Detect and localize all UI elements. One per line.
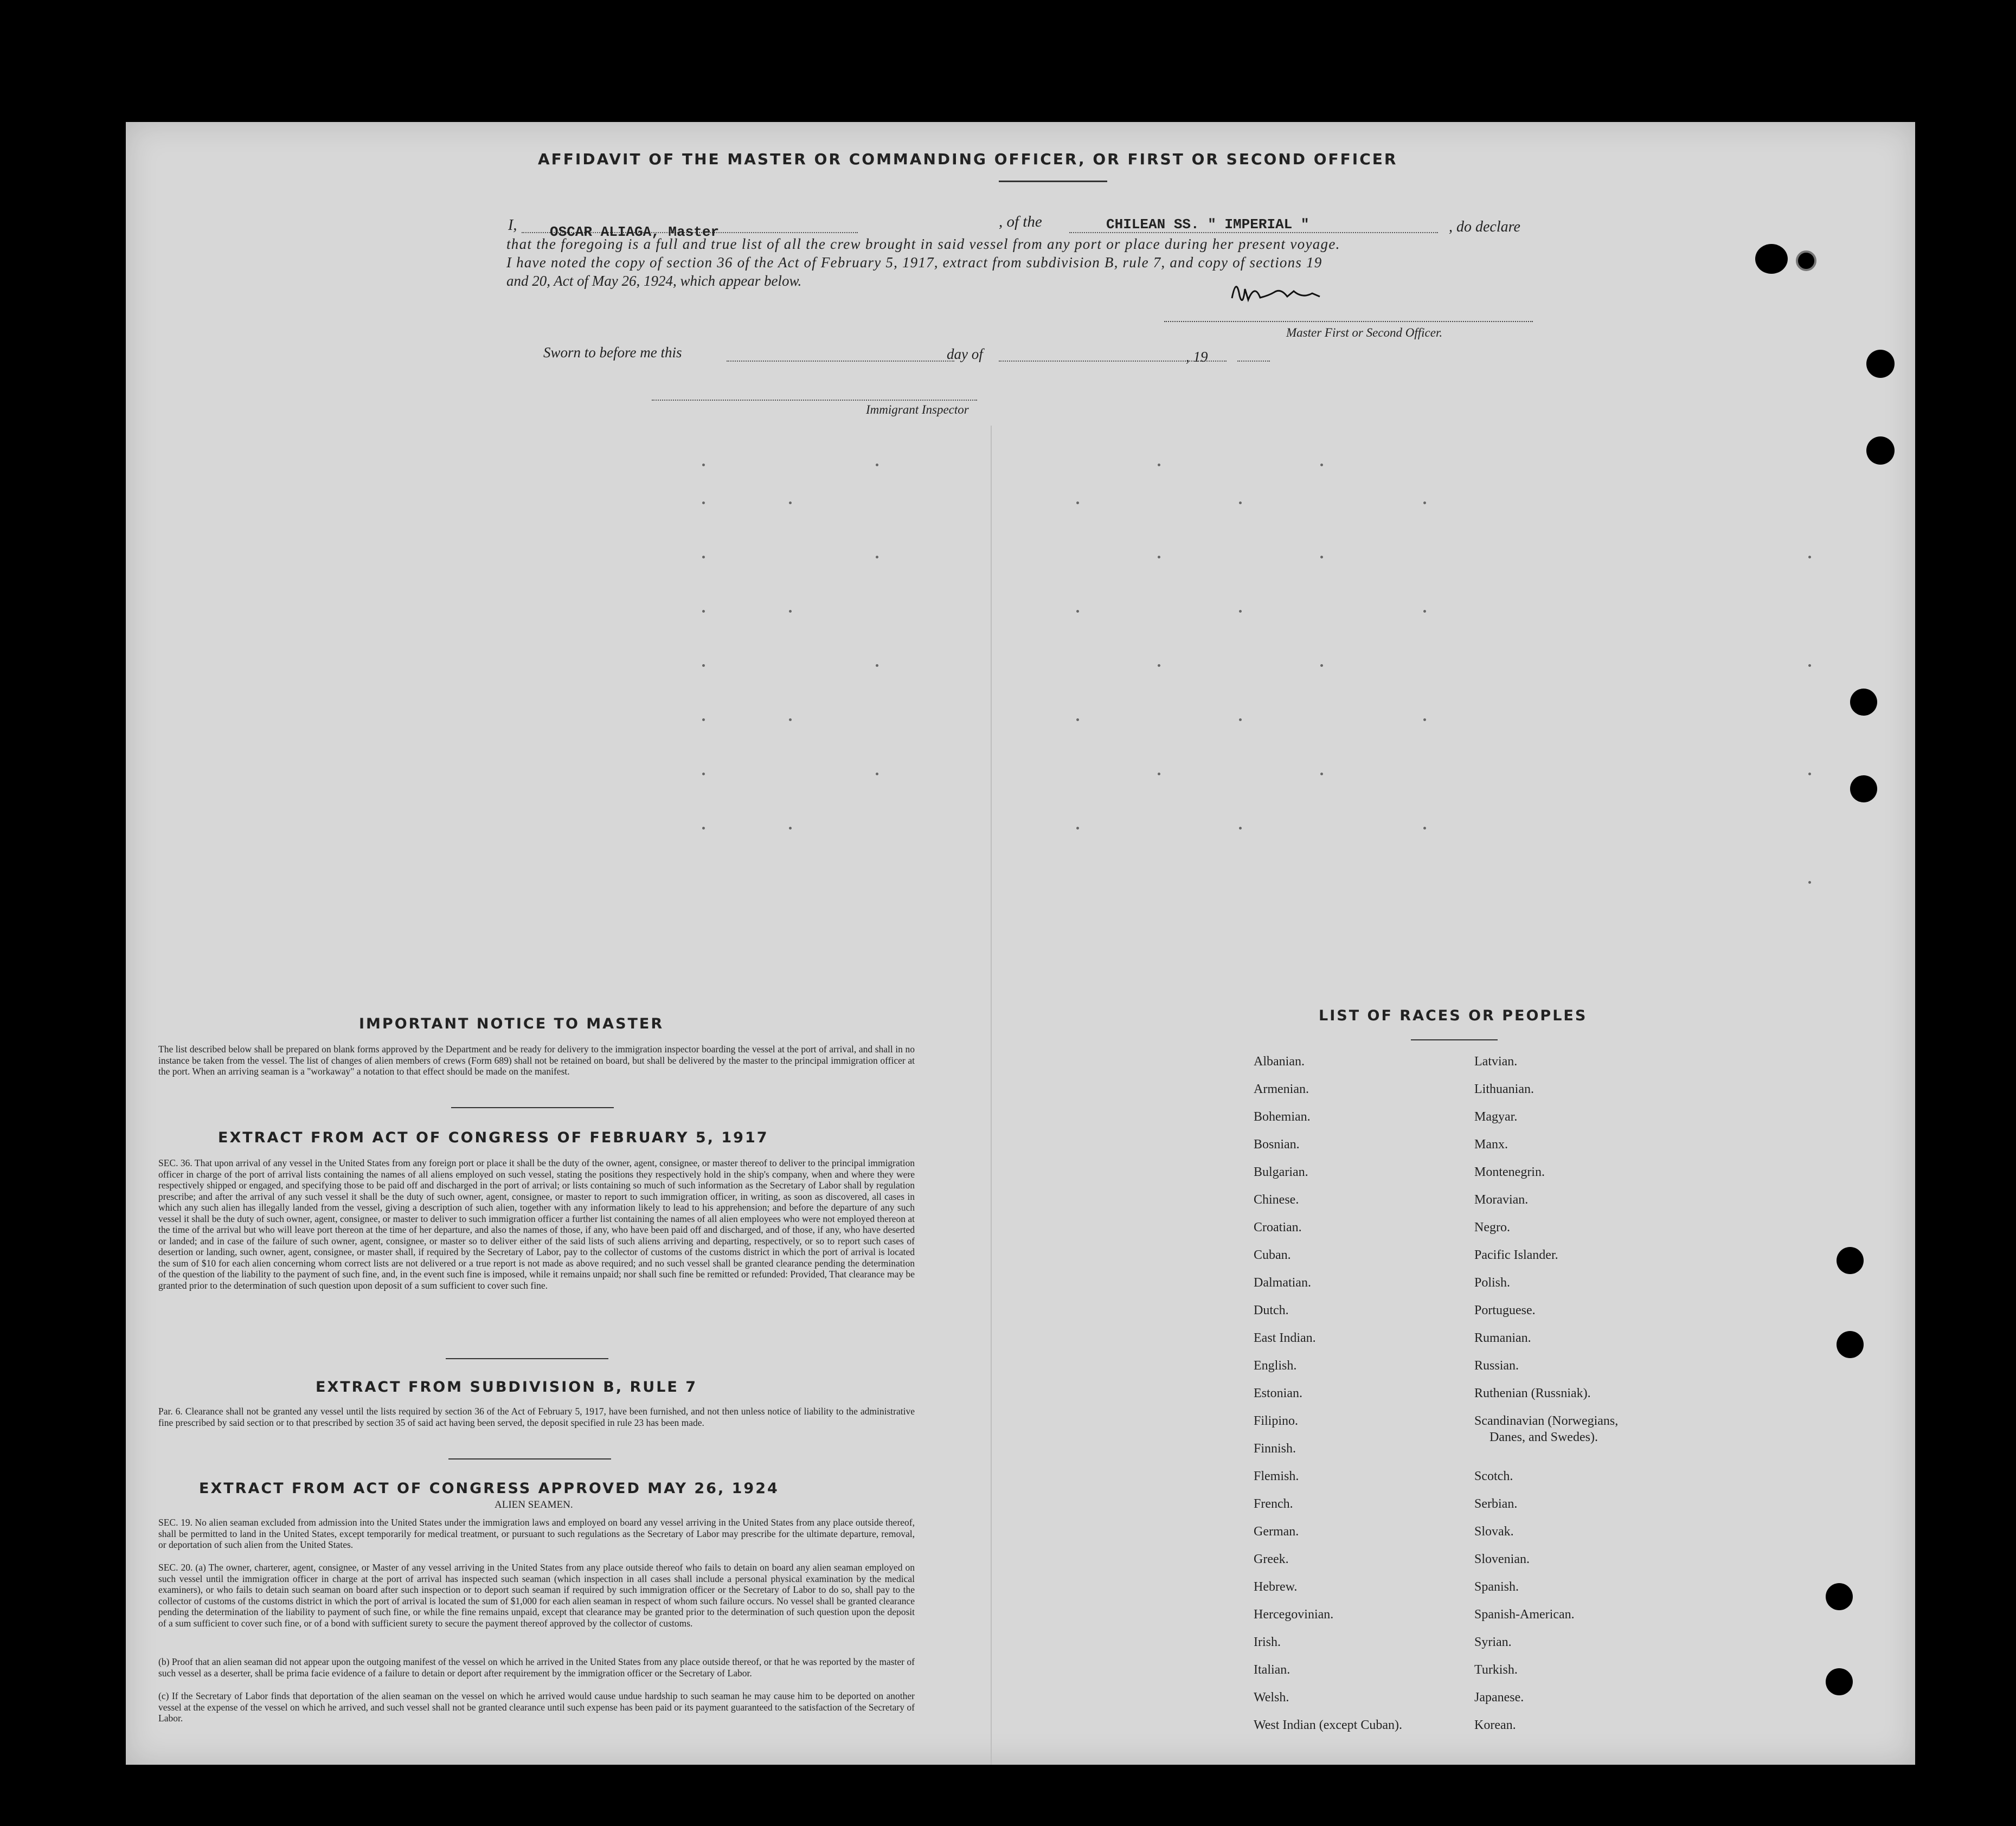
rule7-text: Par. 6. Clearance shall not be granted any vessel until the lists required by section 36 of the Act of February 5, 1917, have been furnished, and not then unless notice of liability to the administrative fine prescribed by said section or to that prescribed by section 35 of said act having been served, the deposit specified in rule 23 has been made. <box>158 1406 915 1428</box>
race-item: Cuban. <box>1254 1248 1291 1262</box>
inspector-line <box>652 400 977 401</box>
race-item: German. <box>1254 1525 1299 1539</box>
races-left-column <box>1254 1053 1402 1745</box>
race-item: Albanian. <box>1254 1055 1305 1069</box>
punch-hole <box>1837 1331 1864 1358</box>
race-item: Pacific Islander. <box>1474 1248 1558 1262</box>
race-item: Scandinavian (Norwegians, <box>1474 1414 1619 1428</box>
extract-1924-sec20b: (b) Proof that an alien seaman did not appear upon the outgoing manifest of the vessel on which he arrived in the United States from any place outside thereof, or that he was reported by the master of such vessel as a deserter, shall be prima facie evidence of a failure to detain or deport after requirement by the immigration officer or the Secretary of Labor. <box>158 1656 915 1679</box>
race-item: Bulgarian. <box>1254 1165 1308 1179</box>
race-item: Estonian. <box>1254 1386 1302 1400</box>
race-item: Armenian. <box>1254 1082 1309 1096</box>
races-right-column <box>1474 1053 1618 1745</box>
race-item: Italian. <box>1254 1663 1291 1677</box>
extract-1924-sec19: SEC. 19. No alien seaman excluded from admission into the United States under the immigration laws and employed on board any vessel arriving in the United States from any place outside thereof, shall be permitted to land in the United States, except temporarily for medical treatment, or pursuant to such regulations as the Secretary of Labor may prescribe for the ultimate departure, removal, or deportation of such alien from the United States. <box>158 1517 915 1550</box>
declaration-line-2: that the foregoing is a full and true list of all the crew brought in said vessel from any port or place during her present voyage. <box>506 236 1340 252</box>
sworn-year-line <box>1237 361 1270 362</box>
race-item: Spanish. <box>1474 1580 1519 1594</box>
punch-hole <box>1866 436 1895 465</box>
race-item: Turkish. <box>1474 1663 1518 1677</box>
race-item: Moravian. <box>1474 1193 1529 1207</box>
race-item: Japanese. <box>1474 1690 1524 1705</box>
of-the-label: , of the <box>999 213 1042 230</box>
race-item: Ruthenian (Russniak). <box>1474 1386 1591 1400</box>
punch-hole <box>1826 1668 1853 1695</box>
page-fold <box>991 426 992 1765</box>
declaration-line-4: and 20, Act of May 26, 1924, which appear below. <box>506 273 802 289</box>
notice-text: The list described below shall be prepared on blank forms approved by the Department and be ready for delivery to the immigration inspector boarding the vessel at the port of arrival, and shall in no instance be taken from the vessel. The list of changes of alien members of crews (Form 689) shall not be retained on board, but shall be delivered by the master to the principal immigration officer at the port. When an arriving seaman is a "workaway" a notation to that effect should be made on the manifest. <box>158 1044 915 1077</box>
day-of-label: day of <box>947 346 983 362</box>
signature-mark <box>1227 274 1357 312</box>
race-item: Bohemian. <box>1254 1110 1311 1124</box>
race-item: Polish. <box>1474 1276 1511 1290</box>
extract-1924-title: EXTRACT FROM ACT OF CONGRESS APPROVED MAY 26, 1924 <box>199 1480 779 1497</box>
punch-hole <box>1796 250 1816 271</box>
year-label: , 19 <box>1186 349 1208 365</box>
race-item: Scotch. <box>1474 1469 1513 1483</box>
race-item: Latvian. <box>1474 1055 1518 1069</box>
race-item: Slovak. <box>1474 1525 1514 1539</box>
punch-hole <box>1866 350 1895 378</box>
race-item: Croatian. <box>1254 1220 1302 1235</box>
do-declare-label: , do declare <box>1449 218 1520 235</box>
rule7-divider <box>448 1458 611 1459</box>
race-item: Greek. <box>1254 1552 1289 1566</box>
race-item: Welsh. <box>1254 1690 1289 1705</box>
affidavit-title: AFFIDAVIT OF THE MASTER OR COMMANDING OFFICER, OR FIRST OR SECOND OFFICER <box>538 150 1398 168</box>
race-item: Negro. <box>1474 1220 1510 1235</box>
inspector-caption: Immigrant Inspector <box>866 403 969 416</box>
extract-1924-sec20c: (c) If the Secretary of Labor finds that deportation of the alien seaman on the vessel on which he arrived would cause undue hardship to such seaman he may cause him to be deported on another vessel at the expense of the vessel on which he arrived, and such vessel shall not be granted clearance until such expense has been paid or its payment guaranteed to the satisfaction of the Secretary of Labor. <box>158 1690 915 1724</box>
race-item: Chinese. <box>1254 1193 1299 1207</box>
race-item: Magyar. <box>1474 1110 1518 1124</box>
race-item: Russian. <box>1474 1359 1519 1373</box>
races-title: LIST OF RACES OR PEOPLES <box>1319 1007 1588 1024</box>
extract-1924-subtitle: ALIEN SEAMEN. <box>495 1499 573 1510</box>
sworn-label: Sworn to before me this <box>543 344 682 361</box>
race-item: Montenegrin. <box>1474 1165 1545 1179</box>
race-item: French. <box>1254 1497 1293 1511</box>
race-item: East Indian. <box>1254 1331 1316 1345</box>
punch-hole <box>1850 775 1877 802</box>
title-underline <box>999 181 1107 182</box>
race-item: Irish. <box>1254 1635 1281 1649</box>
race-item: Hercegovinian. <box>1254 1608 1334 1622</box>
i-label: I, <box>508 217 517 234</box>
punch-hole <box>1755 244 1788 274</box>
race-item: Spanish-American. <box>1474 1608 1575 1622</box>
rule7-title: EXTRACT FROM SUBDIVISION B, RULE 7 <box>316 1379 698 1396</box>
race-item: English. <box>1254 1359 1297 1373</box>
punch-hole <box>1850 689 1877 716</box>
race-item: Portuguese. <box>1474 1303 1536 1317</box>
race-item: Danes, and Swedes). <box>1489 1430 1598 1444</box>
extract-1917-divider <box>446 1358 608 1359</box>
signature-caption: Master First or Second Officer. <box>1286 326 1443 339</box>
extract-1924-sec20a: SEC. 20. (a) The owner, charterer, agent, consignee, or Master of any vessel arriving in the United States from any place outside thereof who fails to detain on board any alien seaman employed on such vessel until the immigration officer in charge at the port of arrival has inspected such seaman (which inspection in all cases shall include a personal physical examination by the medical examiners), or who fails to detain such seaman on board after such inspection or to deport such seaman if required by such immigration officer or the Secretary of Labor to do so, shall pay to the collector of customs of the customs district in which the port of arrival is located the sum of $1,000 for each alien seaman in respect of whom such failure occurs. No vessel shall be granted clearance pending the determination of the liability to payment of such fine, or while the fine remains unpaid, except that clearance may be granted prior to the determination of such question upon the deposit of a sum sufficient to cover such fine, or of a bond with sufficient surety to secure the payment thereof approved by the collector of customs. <box>158 1562 915 1629</box>
race-item: Serbian. <box>1474 1497 1518 1511</box>
race-item: Rumanian. <box>1474 1331 1531 1345</box>
punch-hole <box>1826 1583 1853 1610</box>
notice-divider <box>451 1107 614 1108</box>
race-item: West Indian (except Cuban). <box>1254 1718 1402 1732</box>
vessel-name: CHILEAN SS. " IMPERIAL " <box>1106 216 1309 233</box>
document-page <box>126 122 1915 1765</box>
race-item: Lithuanian. <box>1474 1082 1534 1096</box>
races-divider <box>1411 1039 1498 1040</box>
declaration-line-3: I have noted the copy of section 36 of the Act of February 5, 1917, extract from subdivision B, rule 7, and copy of sections 19 <box>506 254 1322 271</box>
sworn-day-line <box>727 361 954 362</box>
punch-hole <box>1837 1247 1864 1274</box>
race-item: Slovenian. <box>1474 1552 1530 1566</box>
race-item: Hebrew. <box>1254 1580 1298 1594</box>
race-item: Dalmatian. <box>1254 1276 1311 1290</box>
extract-1917-title: EXTRACT FROM ACT OF CONGRESS OF FEBRUARY 5, 1917 <box>218 1129 769 1146</box>
signature-line <box>1164 321 1533 322</box>
race-item: Bosnian. <box>1254 1137 1300 1152</box>
race-item: Dutch. <box>1254 1303 1289 1317</box>
race-item: Korean. <box>1474 1718 1516 1732</box>
race-item: Finnish. <box>1254 1442 1296 1456</box>
race-item: Syrian. <box>1474 1635 1512 1649</box>
race-item: Filipino. <box>1254 1414 1299 1428</box>
notice-title: IMPORTANT NOTICE TO MASTER <box>359 1015 664 1032</box>
race-item: Flemish. <box>1254 1469 1299 1483</box>
extract-1917-text: SEC. 36. That upon arrival of any vessel in the United States from any foreign port or place it shall be the duty of the owner, agent, consignee, or master thereof to deliver to the principal immigration officer in charge of the port of arrival lists containing the names of all aliens employed on such vessel, stating the positions they respectively hold in the ship's company, when and where they were respectively shipped or engaged, and specifying those to be paid off and discharged in the port of arrival; or lists containing so much of such information as the Secretary of Labor shall by regulation prescribe; and after the arrival of any such vessel it shall be the duty of such owner, agent, consignee, or master to report to such immigration officer, in writing, as soon as discovered, all cases in which any such alien has illegally landed from the vessel, giving a description of such alien, together with any information likely to lead to his apprehension; and before the departure of any such vessel it shall be the duty of such owner, agent, consignee, or master to deliver to such immigration officer a further list containing the names of all alien employees who were not employed thereon at the time of the arrival but who will leave port thereon at the time of her departure, and also the names of those, if any, who have been paid off and discharged, and of those, if any, who have deserted or landed; and in case of the failure of such owner, agent, consignee, or master so to deliver either of the said lists of such aliens arriving and departing, respectively, or so to report such cases of desertion or landing, such owner, agent, consignee, or master shall, if required by the Secretary of Labor, pay to the collector of customs of the customs district in which the port of arrival is located the sum of $10 for each alien concerning whom correct lists are not delivered or a true report is not made as above required; and no such vessel shall be granted clearance pending the determination of the question of the liability to the payment of such fine, and, in the event such fine is imposed, while it remains unpaid; nor shall such fine be remitted or refunded: Provided, That clearance may be granted prior to the determination of such question upon deposit of a sum sufficient to cover such fine. <box>158 1158 915 1291</box>
race-item: Manx. <box>1474 1137 1508 1152</box>
master-name: OSCAR ALIAGA, Master <box>550 224 720 240</box>
